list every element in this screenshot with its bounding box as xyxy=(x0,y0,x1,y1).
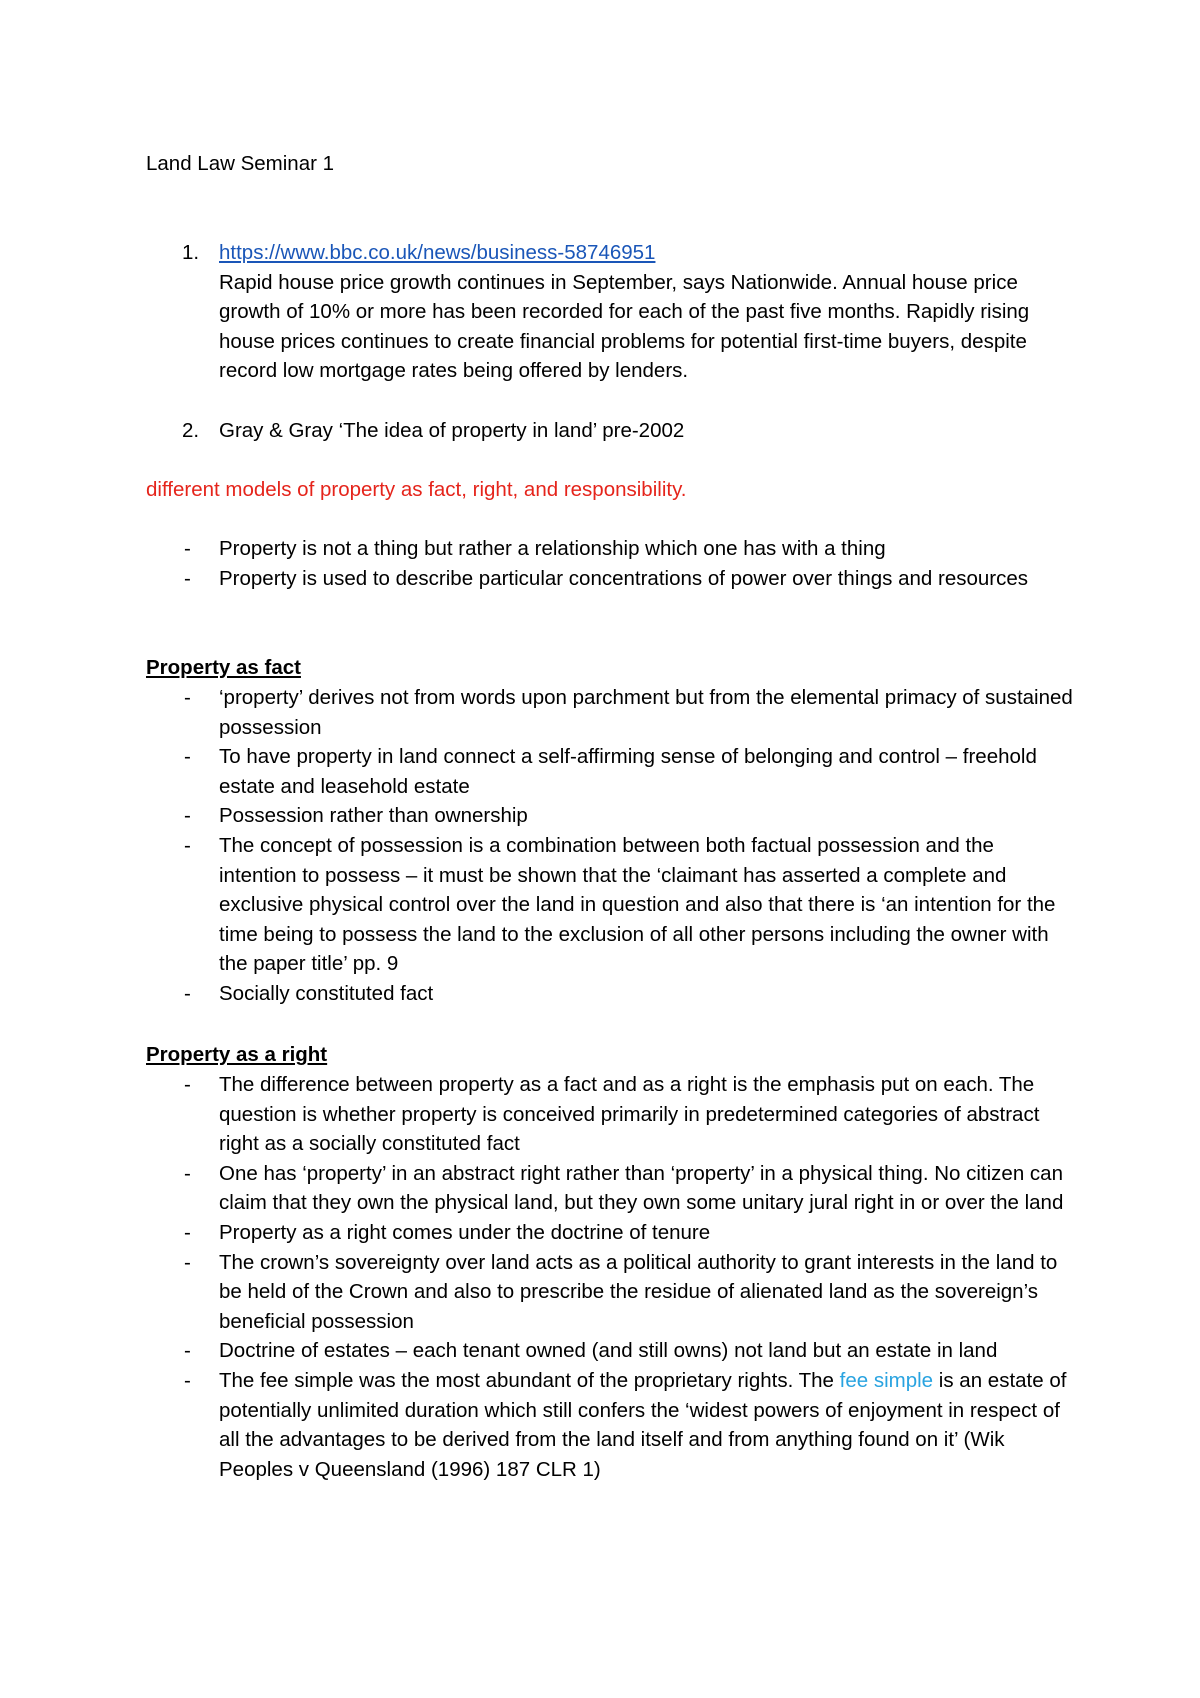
list-item: - Doctrine of estates – each tenant owned (and still owns) not land but an estate in land xyxy=(146,1336,1076,1366)
list-item: - The fee simple was the most abundant of the proprietary rights. The fee simple is an estate of potentially unlimited duration which still confers the ‘widest powers of enjoyment in respect of all the advantages to be derived from the land itself and from anything found on it’ (Wik Peoples v Queensland (1996) 187 CLR 1) xyxy=(146,1366,1076,1484)
dash-bullet: - xyxy=(184,981,191,1005)
item-number: 2. xyxy=(182,419,200,442)
list-item: - Property as a right comes under the doctrine of tenure xyxy=(146,1218,1076,1248)
list-item: - One has ‘property’ in an abstract right rather than ‘property’ in a physical thing. No citizen can claim that they own the physical land, but they own some unitary jural right in or over the land xyxy=(146,1159,1076,1218)
list-item: - Property is used to describe particular concentrations of power over things and resources xyxy=(146,564,1076,594)
dash-bullet: - xyxy=(184,1339,191,1363)
dash-bullet: - xyxy=(184,1220,191,1244)
item-2-text: Gray & Gray ‘The idea of property in land’ pre-2002 xyxy=(219,419,685,442)
section-heading-fact: Property as fact xyxy=(146,656,301,679)
list-item: - To have property in land connect a self-affirming sense of belonging and control – freehold estate and leasehold estate xyxy=(146,742,1076,801)
fee-simple-highlight: fee simple xyxy=(839,1368,934,1392)
list-item: - Socially constituted fact xyxy=(146,979,1076,1009)
dash-bullet: - xyxy=(184,804,191,828)
list-item: - The crown’s sovereignty over land acts as a political authority to grant interests in the land to be held of the Crown and also to prescribe the residue of alienated land as the sovereign’s beneficial possession xyxy=(146,1248,1076,1337)
item-1-text: Rapid house price growth continues in September, says Nationwide. Annual house price growth of 10% or more has been recorded for each of the past five months. Rapidly rising house prices continues to create financial problems for potential first-time buyers, despite record low mortgage rates being offered by lenders. xyxy=(219,270,1030,383)
list-item: - Possession rather than ownership xyxy=(146,801,1076,831)
right-bullet-list xyxy=(146,1070,1076,1484)
dash-bullet: - xyxy=(184,566,191,590)
fact-bullet-list xyxy=(146,683,1076,1009)
document-title: Land Law Seminar 1 xyxy=(146,152,335,175)
dash-bullet: - xyxy=(184,1073,191,1096)
dash-bullet: - xyxy=(184,1368,191,1392)
item-number: 1. xyxy=(182,241,200,264)
dash-bullet: - xyxy=(184,1161,191,1185)
news-article-link[interactable]: https://www.bbc.co.uk/news/business-58746951 xyxy=(219,241,656,264)
dash-bullet: - xyxy=(184,537,191,560)
dash-bullet: - xyxy=(184,1250,191,1274)
list-item: - The difference between property as a fact and as a right is the emphasis put on each. The question is whether property is conceived primarily in predetermined categories of abstract right as a socially constituted fact xyxy=(146,1070,1076,1159)
dash-bullet: - xyxy=(184,833,191,857)
section-heading-right: Property as a right xyxy=(146,1043,328,1066)
list-item: - ‘property’ derives not from words upon parchment but from the elemental primacy of sustained possession xyxy=(146,683,1076,742)
dash-bullet: - xyxy=(184,745,191,769)
dash-bullet: - xyxy=(184,686,191,709)
intro-bullet-list xyxy=(146,534,1076,593)
list-item: - The concept of possession is a combination between both factual possession and the intention to possess – it must be shown that the ‘claimant has asserted a complete and exclusive physical control over the land in question and also that there is ‘an intention for the time being to possess the land to the exclusion of all other persons including the owner with the paper title’ pp. 9 xyxy=(146,831,1076,979)
list-item: - Property is not a thing but rather a relationship which one has with a thing xyxy=(146,534,1076,564)
models-note: different models of property as fact, right, and responsibility. xyxy=(146,478,687,501)
